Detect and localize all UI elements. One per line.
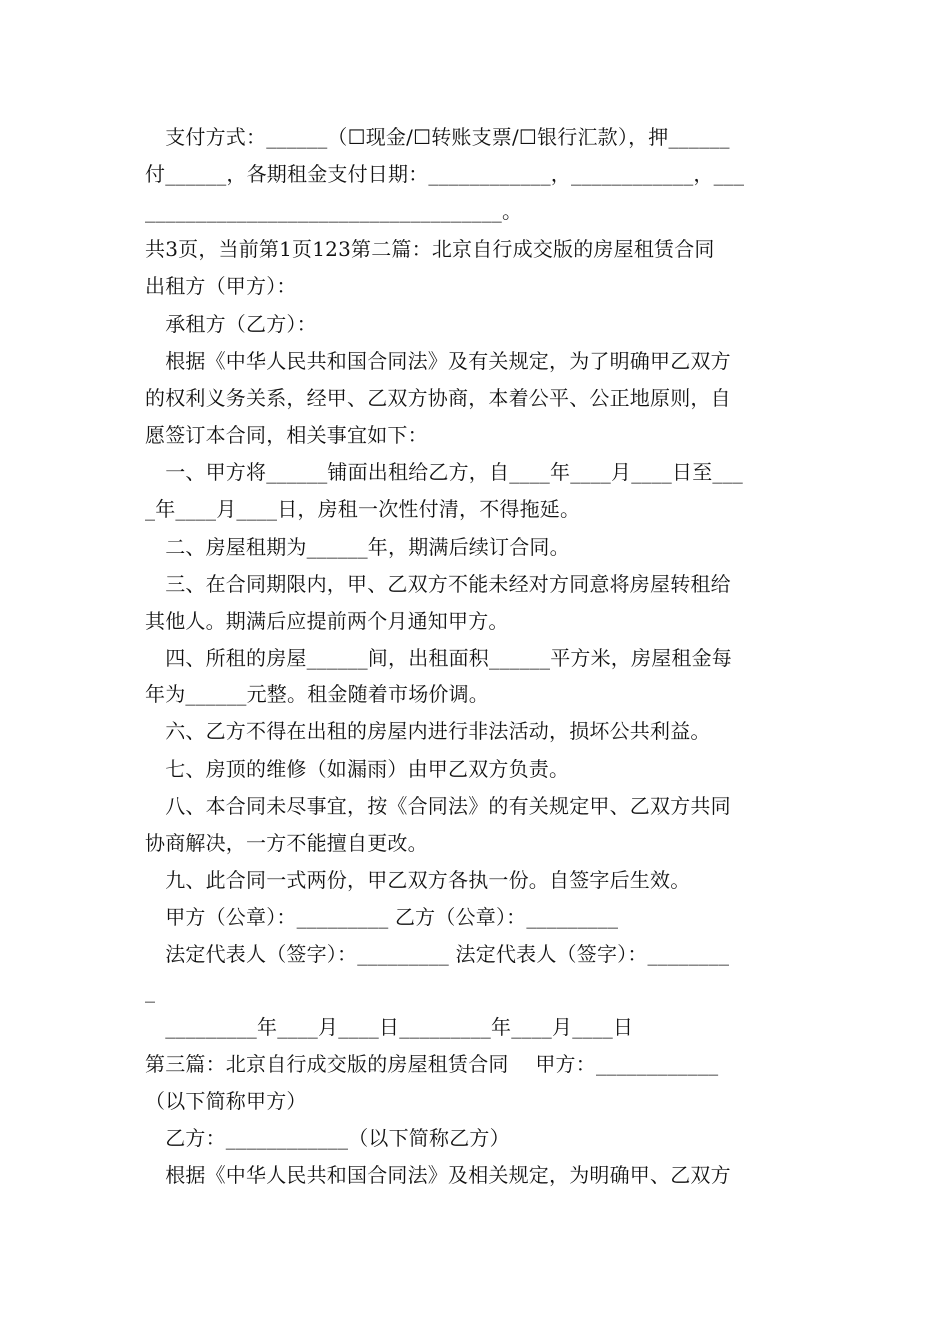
text-line-third-article-party-a: 第三篇：北京自行成交版的房屋租赁合同 甲方：____________ bbox=[145, 1052, 719, 1076]
text-line-clause-4a: 四、所租的房屋______间，出租面积______平方米，房屋租金每 bbox=[145, 646, 732, 670]
text-line-party-a-abbrev: （以下简称甲方） bbox=[145, 1089, 307, 1113]
text-line-seals: 甲方（公章）：_________ 乙方（公章）：_________ bbox=[145, 905, 619, 929]
text-line-third-preamble: 根据《中华人民共和国合同法》及相关规定，为明确甲、乙双方 bbox=[145, 1163, 731, 1187]
text-line-dates: _________年____月____日_________年____月____日 bbox=[145, 1015, 634, 1039]
text-line-clause-7: 七、房顶的维修（如漏雨）由甲乙双方负责。 bbox=[145, 757, 570, 781]
text-line-underscore-wrap: _ bbox=[145, 979, 156, 1003]
text-line-preamble-1: 根据《中华人民共和国合同法》及有关规定，为了明确甲乙双方 bbox=[145, 349, 731, 373]
text-line-lessor: 出租方（甲方）： bbox=[145, 274, 297, 298]
text-line-lessee: 承租方（乙方）： bbox=[145, 312, 317, 336]
text-line-clause-4b: 年为______元整。租金随着市场价调。 bbox=[145, 682, 489, 706]
text-line-clause-1b: _年____月____日，房租一次性付清，不得拖延。 bbox=[145, 497, 581, 521]
text-line-clause-3b: 其他人。期满后应提前两个月通知甲方。 bbox=[145, 609, 509, 633]
text-line-clause-1a: 一、甲方将______铺面出租给乙方，自____年____月____日至___ bbox=[145, 460, 743, 484]
text-line-page-info-second-article: 共3页，当前第1页123第二篇：北京自行成交版的房屋租赁合同 bbox=[145, 237, 715, 261]
text-line-clause-3a: 三、在合同期限内，甲、乙双方不能未经对方同意将房屋转租给 bbox=[145, 572, 731, 596]
text-line-clause-8a: 八、本合同未尽事宜，按《合同法》的有关规定甲、乙双方共同 bbox=[145, 794, 731, 818]
text-line-preamble-3: 愿签订本合同，相关事宜如下： bbox=[145, 423, 428, 447]
text-line-party-b: 乙方：____________（以下简称乙方） bbox=[145, 1126, 510, 1150]
text-line-preamble-2: 的权利义务关系，经甲、乙双方协商，本着公平、公正地原则，自 bbox=[145, 386, 731, 410]
text-line-clause-2: 二、房屋租期为______年，期满后续订合同。 bbox=[145, 535, 570, 559]
text-line-clause-9: 九、此合同一式两份，甲乙双方各执一份。自签字后生效。 bbox=[145, 868, 691, 892]
text-line-blank-continuation: ___________________________________。 bbox=[145, 199, 523, 223]
text-line-payment-method: 支付方式：______（☐现金/☐转账支票/☐银行汇款），押______ bbox=[145, 125, 730, 149]
text-line-representatives: 法定代表人（签字）：_________ 法定代表人（签字）：________ bbox=[145, 942, 730, 966]
text-line-clause-8b: 协商解决，一方不能擅自更改。 bbox=[145, 831, 428, 855]
text-line-payment-dates: 付______，各期租金支付日期：____________，____________，___ bbox=[145, 162, 745, 186]
text-line-clause-6: 六、乙方不得在出租的房屋内进行非法活动，损坏公共利益。 bbox=[145, 719, 711, 743]
